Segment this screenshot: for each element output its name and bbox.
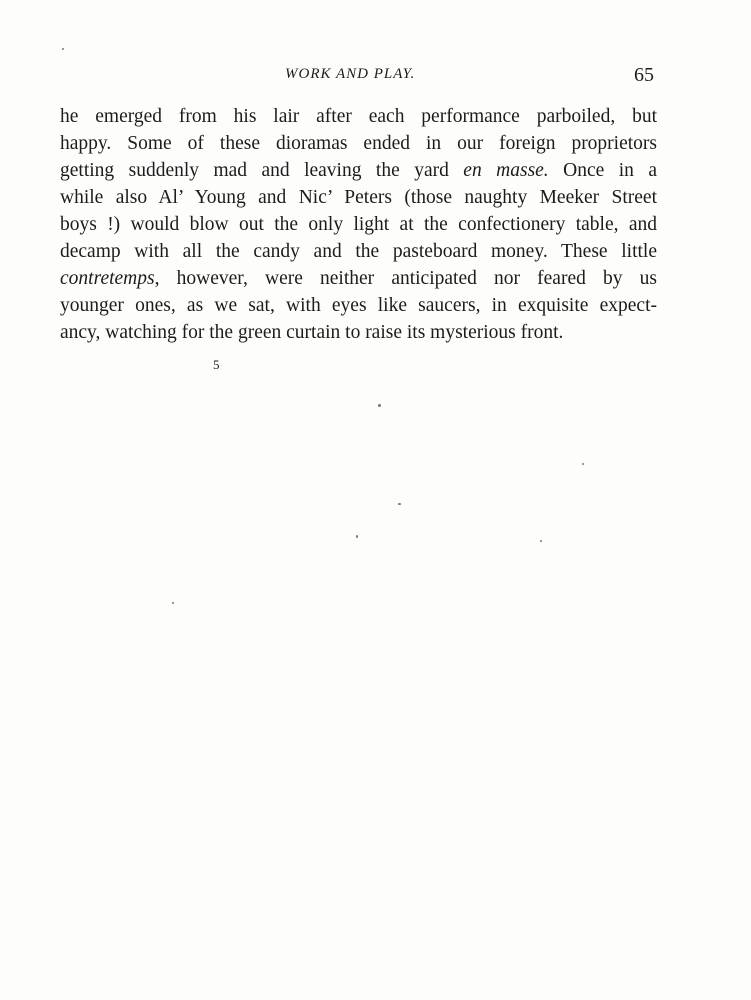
text-run: boys !) would blow out the only light at the confectionery table, and — [60, 214, 657, 235]
running-head: WORK AND PLAY. — [285, 66, 416, 82]
paper-speck — [62, 48, 64, 50]
body-paragraph — [60, 103, 657, 346]
italic-phrase: contretemps — [60, 268, 155, 289]
text-line — [60, 184, 657, 211]
italic-phrase: en masse. — [463, 160, 549, 181]
text-run: ancy, watching for the green curtain to raise its mysterious front. — [60, 322, 564, 343]
text-run: while also Al’ Young and Nic’ Peters (those naughty Meeker Street — [60, 187, 657, 208]
text-run: he emerged from his lair after each performance parboiled, but — [60, 106, 657, 127]
text-line — [60, 130, 657, 157]
text-run: happy. Some of these dioramas ended in our foreign proprietors — [60, 133, 657, 154]
paper-speck — [582, 463, 584, 465]
text-run: Once in a — [548, 160, 657, 181]
paper-speck — [378, 404, 381, 407]
text-run: getting suddenly mad and leaving the yard — [60, 160, 464, 181]
paper-speck — [172, 602, 174, 604]
text-run: , however, were neither anticipated nor feared by us — [154, 268, 657, 289]
paper-speck — [356, 535, 358, 538]
paper-speck — [398, 503, 401, 505]
text-run: decamp with all the candy and the pasteboard money. These little — [60, 241, 657, 262]
page-number: 65 — [634, 64, 654, 86]
text-line — [60, 211, 657, 238]
text-line — [60, 157, 657, 184]
paper-speck — [540, 540, 542, 542]
text-line — [60, 319, 657, 346]
signature-mark: 5 — [213, 357, 220, 372]
text-line — [60, 292, 657, 319]
text-line — [60, 238, 657, 265]
text-run: younger ones, as we sat, with eyes like saucers, in exquisite expect- — [60, 295, 657, 316]
text-line — [60, 103, 657, 130]
text-line — [60, 265, 657, 292]
